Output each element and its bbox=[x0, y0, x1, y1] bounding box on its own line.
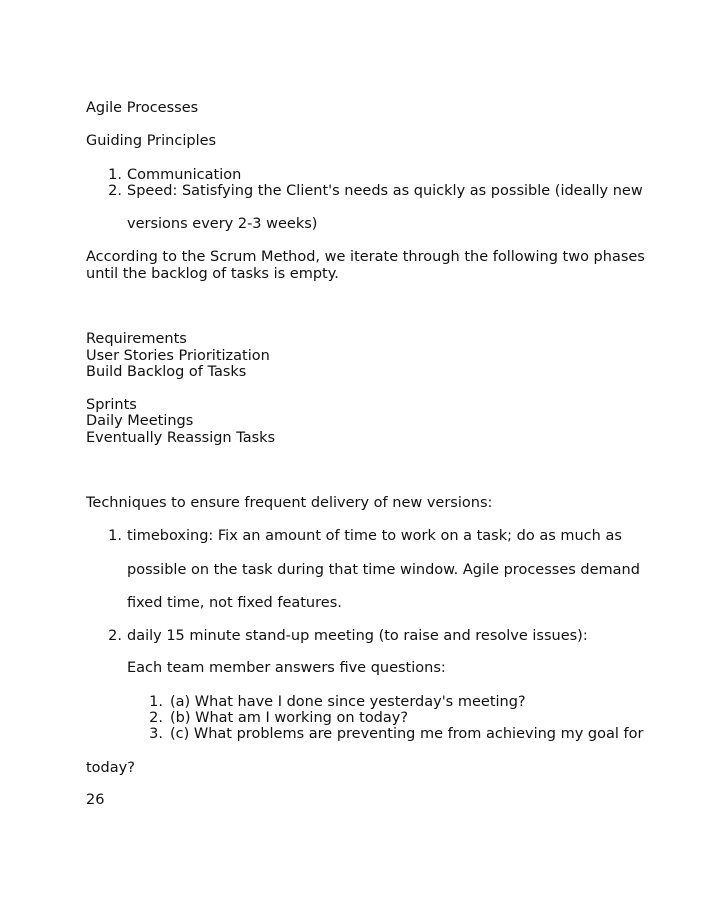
phase-requirements-line: User Stories Prioritization bbox=[86, 348, 270, 364]
guiding-principles-heading: Guiding Principles bbox=[86, 133, 217, 149]
list-marker: 1. bbox=[108, 528, 122, 544]
list-item-speed-continued: versions every 2-3 weeks) bbox=[127, 216, 318, 232]
phase-sprints-line: Sprints bbox=[86, 397, 137, 413]
technique-standup-continued: Each team member answers five questions: bbox=[127, 660, 446, 676]
list-marker: 3. bbox=[149, 726, 163, 742]
phase-sprints-line: Eventually Reassign Tasks bbox=[86, 430, 276, 446]
phase-requirements-line: Build Backlog of Tasks bbox=[86, 364, 247, 380]
question-item: (b) What am I working on today? bbox=[170, 710, 409, 726]
phase-sprints-line: Daily Meetings bbox=[86, 413, 194, 429]
question-item: (c) What problems are preventing me from achieving my goal for bbox=[170, 726, 644, 742]
page-number: 26 bbox=[86, 792, 105, 808]
techniques-heading: Techniques to ensure frequent delivery of new versions: bbox=[86, 495, 493, 511]
list-marker: 2. bbox=[108, 628, 122, 644]
technique-timeboxing: timeboxing: Fix an amount of time to work on a task; do as much as bbox=[127, 528, 622, 544]
question-continuation: today? bbox=[86, 760, 135, 776]
list-item-speed: Speed: Satisfying the Client's needs as quickly as possible (ideally new bbox=[127, 183, 643, 199]
technique-timeboxing-continued: possible on the task during that time window. Agile processes demand bbox=[127, 562, 640, 578]
document-title: Agile Processes bbox=[86, 100, 199, 116]
technique-timeboxing-continued: fixed time, not fixed features. bbox=[127, 595, 342, 611]
list-marker: 2. bbox=[108, 183, 122, 199]
scrum-paragraph-line: According to the Scrum Method, we iterate through the following two phases bbox=[86, 249, 645, 265]
phase-requirements-line: Requirements bbox=[86, 331, 187, 347]
list-marker: 2. bbox=[149, 710, 163, 726]
list-item-communication: Communication bbox=[127, 167, 242, 183]
scrum-paragraph-line: until the backlog of tasks is empty. bbox=[86, 266, 339, 282]
question-item: (a) What have I done since yesterday's meeting? bbox=[170, 694, 526, 710]
technique-standup: daily 15 minute stand-up meeting (to raise and resolve issues): bbox=[127, 628, 588, 644]
list-marker: 1. bbox=[108, 167, 122, 183]
list-marker: 1. bbox=[149, 694, 163, 710]
